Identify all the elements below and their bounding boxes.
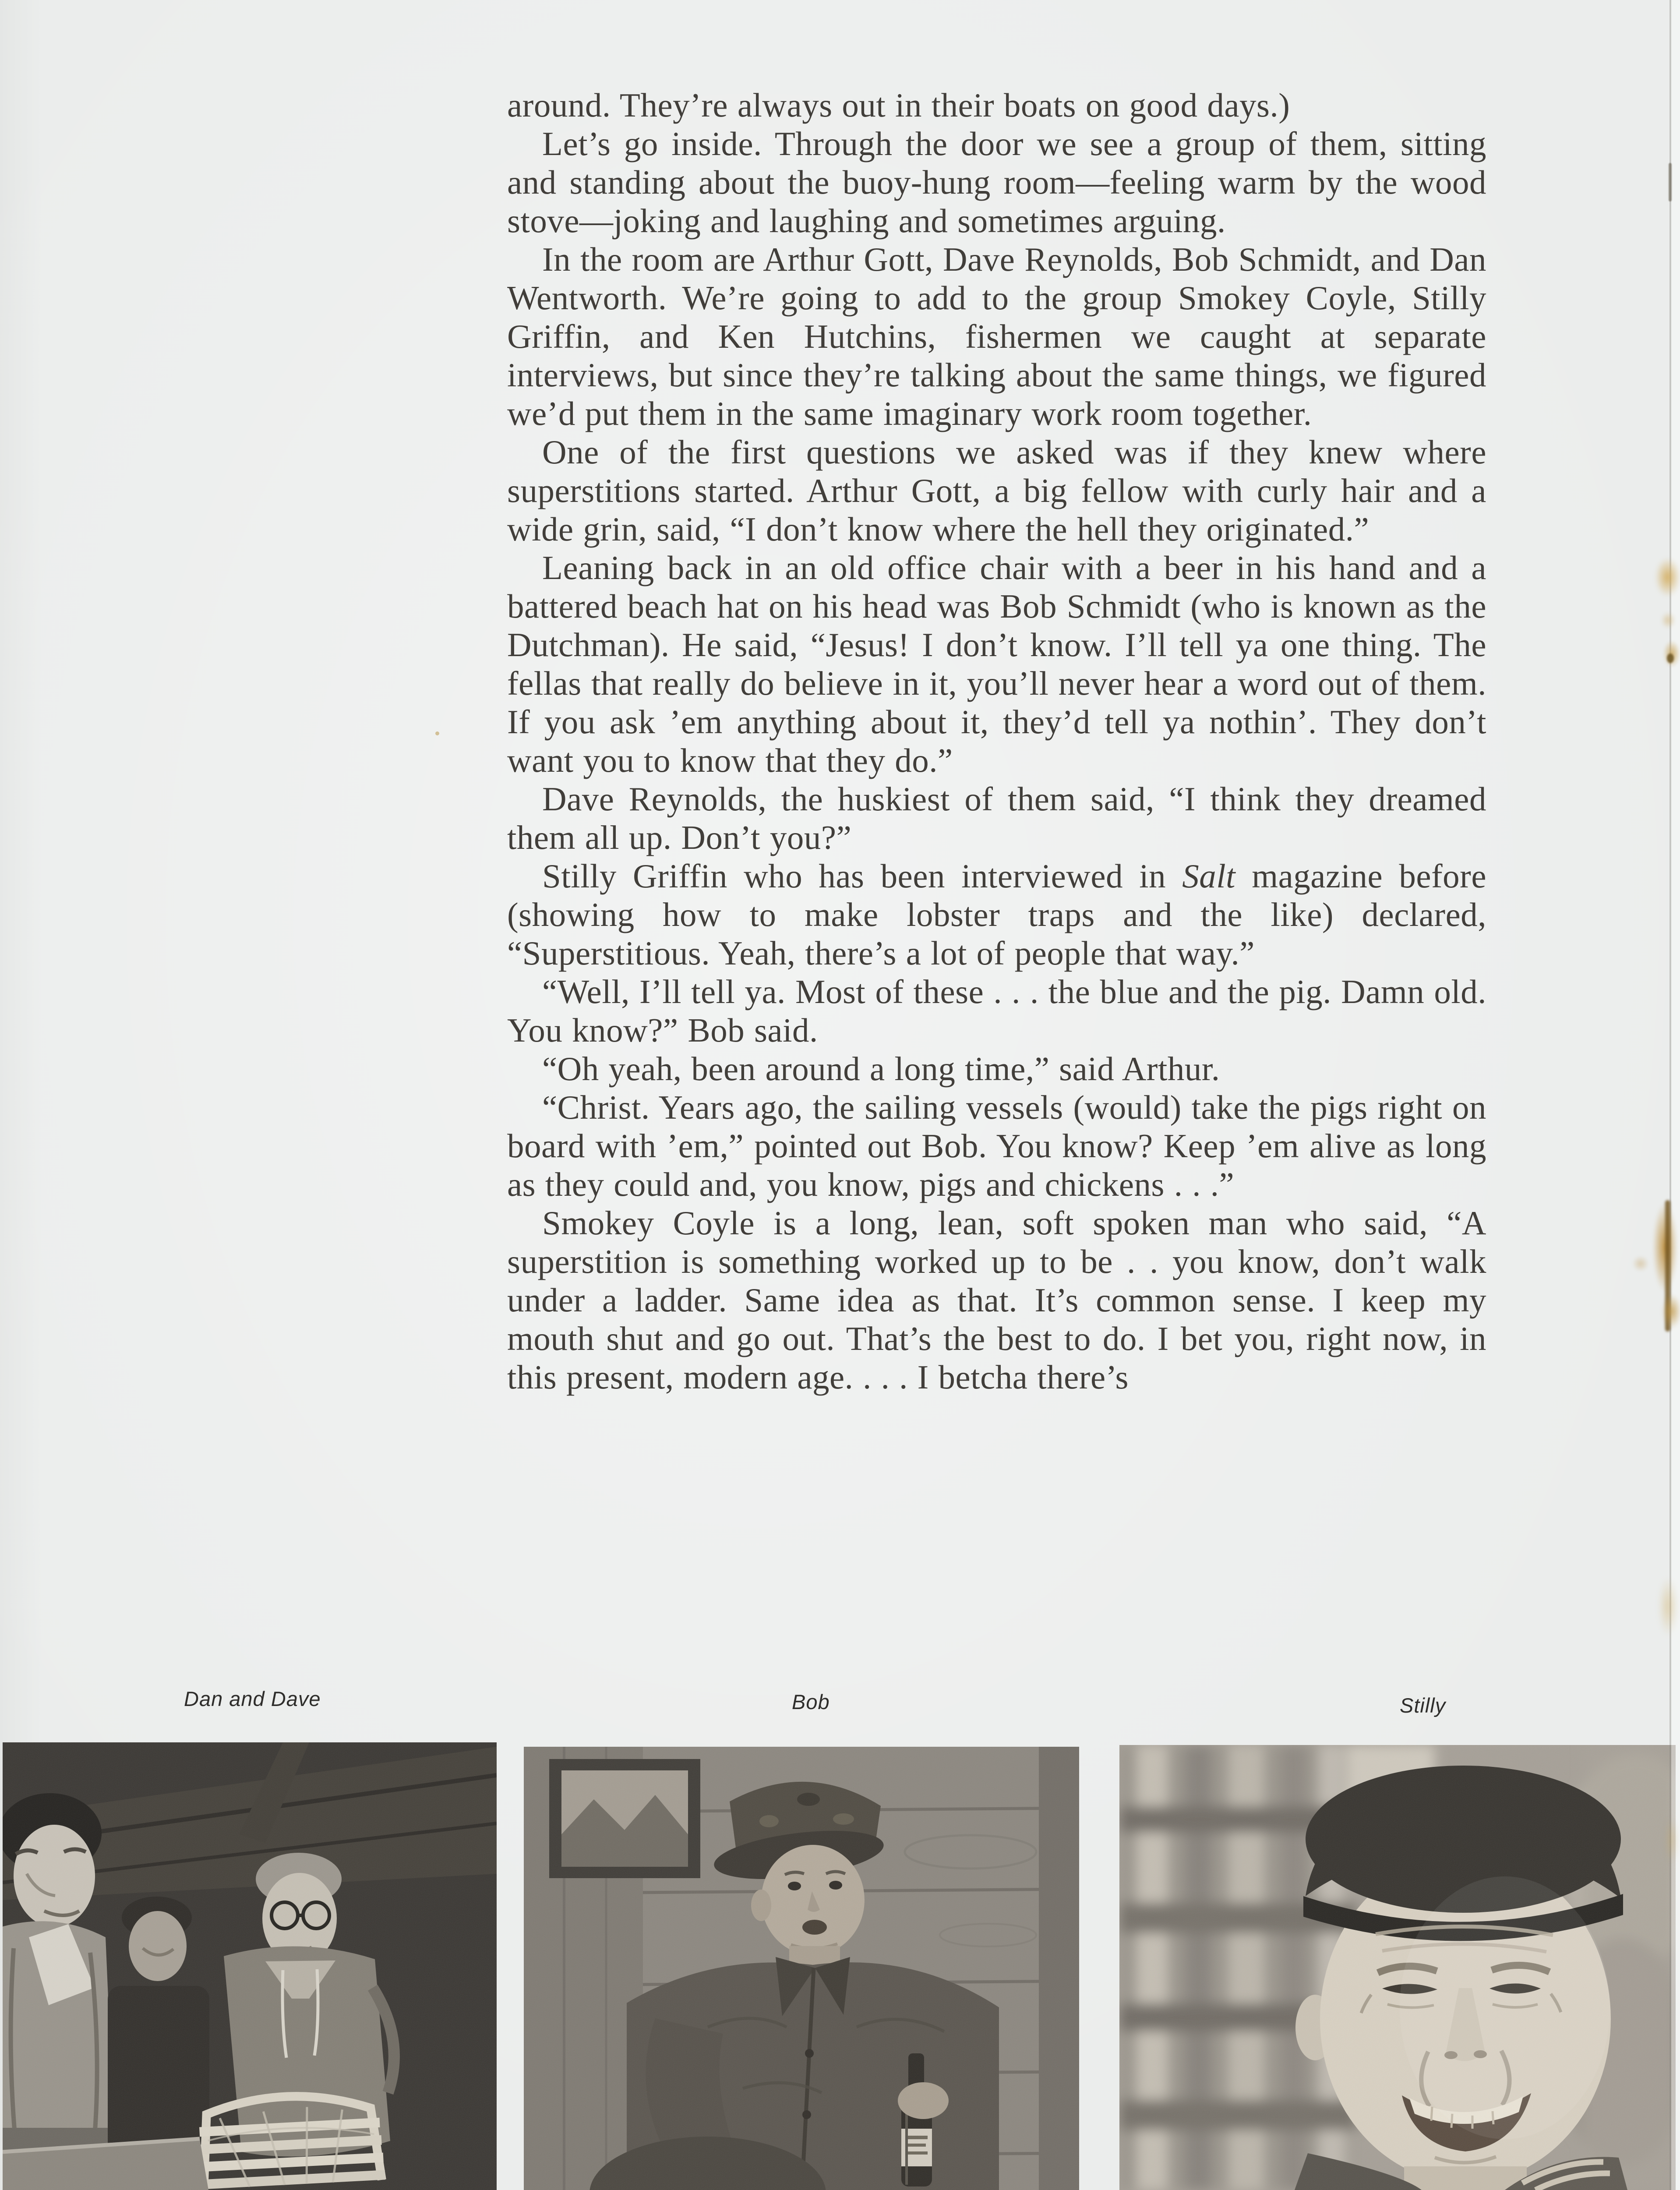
paragraph <box>507 124 1486 240</box>
stain <box>1660 1290 1680 1332</box>
stain <box>1663 1812 1680 1869</box>
paragraph-text: magazine before (showing how to make lobster traps and the like) declared, “Superstitious. Yeah, there’s a lot of people that way.” <box>507 857 1486 972</box>
paragraph-text: Dave Reynolds, the huskiest of them said, “I think they dreamed them all up. Don’t you?” <box>507 780 1486 856</box>
photo-bob <box>524 1747 1079 2190</box>
paragraph-text: Let’s go inside. Through the door we see a group of them, sitting and standing about the buoy-hung room—feeling warm by the wood stove—joking and laughing and sometimes arguing. <box>507 125 1486 240</box>
paragraph <box>507 780 1486 857</box>
paragraph <box>507 86 1486 124</box>
photo-dan-and-dave <box>3 1742 497 2190</box>
stain <box>1652 553 1680 602</box>
paragraph-text: around. They’re always out in their boats on good days.) <box>507 86 1290 124</box>
photo-image-stilly <box>1119 1745 1676 2190</box>
magazine-name: Salt <box>1182 857 1236 895</box>
paragraph <box>507 240 1486 433</box>
paragraph-text: Stilly Griffin who has been interviewed in <box>542 857 1182 895</box>
paragraph <box>507 548 1486 780</box>
photo-caption-bob: Bob <box>792 1690 830 1713</box>
paragraph <box>507 1204 1486 1396</box>
paper-speck <box>435 731 439 735</box>
paragraph <box>507 857 1486 972</box>
paragraph-text: Leaning back in an old office chair with a beer in his hand and a battered beach hat on his head was Bob Schmidt (who is known as the Dutchman). He said, “Jesus! I don’t know. I’ll tell ya one thing. The fellas that really do believe in it, you’ll never hear a word out of them. If you ask ’em anything about it, they’d tell ya nothin’. They don’t want you to know that they do.” <box>507 549 1486 779</box>
paragraph-text: “Oh yeah, been around a long time,” said Arthur. <box>542 1050 1220 1088</box>
stain <box>1656 1571 1680 1642</box>
stain <box>1667 653 1674 663</box>
stain <box>1659 610 1677 631</box>
crease-dark-segment <box>1669 163 1672 201</box>
photo-caption-dan-and-dave: Dan and Dave <box>184 1687 321 1710</box>
paragraph-text: Smokey Coyle is a long, lean, soft spoken man who said, “A superstition is something worked up to be . . you know, don’t walk under a ladder. Same idea as that. It’s common sense. I keep my mouth shut and go out. That’s the best to do. I bet you, right now, in this present, modern age. . . . I betcha there’s <box>507 1204 1486 1396</box>
article-text-column <box>507 86 1486 1396</box>
photo-stilly <box>1119 1745 1676 2190</box>
photo-caption-stilly: Stilly <box>1400 1694 1446 1717</box>
paragraph <box>507 972 1486 1049</box>
photo-image-dan-and-dave <box>3 1742 497 2190</box>
paragraph <box>507 1049 1486 1088</box>
paragraph <box>507 1088 1486 1204</box>
paragraph-text: In the room are Arthur Gott, Dave Reynolds, Bob Schmidt, and Dan Wentworth. We’re going to add to the group Smokey Coyle, Stilly Griffin, and Ken Hutchins, fishermen we caught at separate interviews, but since they’re talking about the same things, we figured we’d put them in the same imaginary work room together. <box>507 240 1486 432</box>
paragraph-text: One of the first questions we asked was if they knew where superstitions started. Arthur Gott, a big fellow with curly hair and a wide grin, said, “I don’t know where the hell they originated.” <box>507 433 1486 548</box>
stain <box>1630 1254 1651 1274</box>
paragraph-text: “Well, I’ll tell ya. Most of these . . . the blue and the pig. Damn old. You know?” Bob said. <box>507 973 1486 1049</box>
paragraph-text: “Christ. Years ago, the sailing vessels (would) take the pigs right on board with ’em,” pointed out Bob. You know? Keep ’em alive as long as they could and, you know, pigs and chickens . . .” <box>507 1088 1486 1203</box>
paragraph <box>507 433 1486 548</box>
photo-image-bob <box>524 1747 1079 2190</box>
